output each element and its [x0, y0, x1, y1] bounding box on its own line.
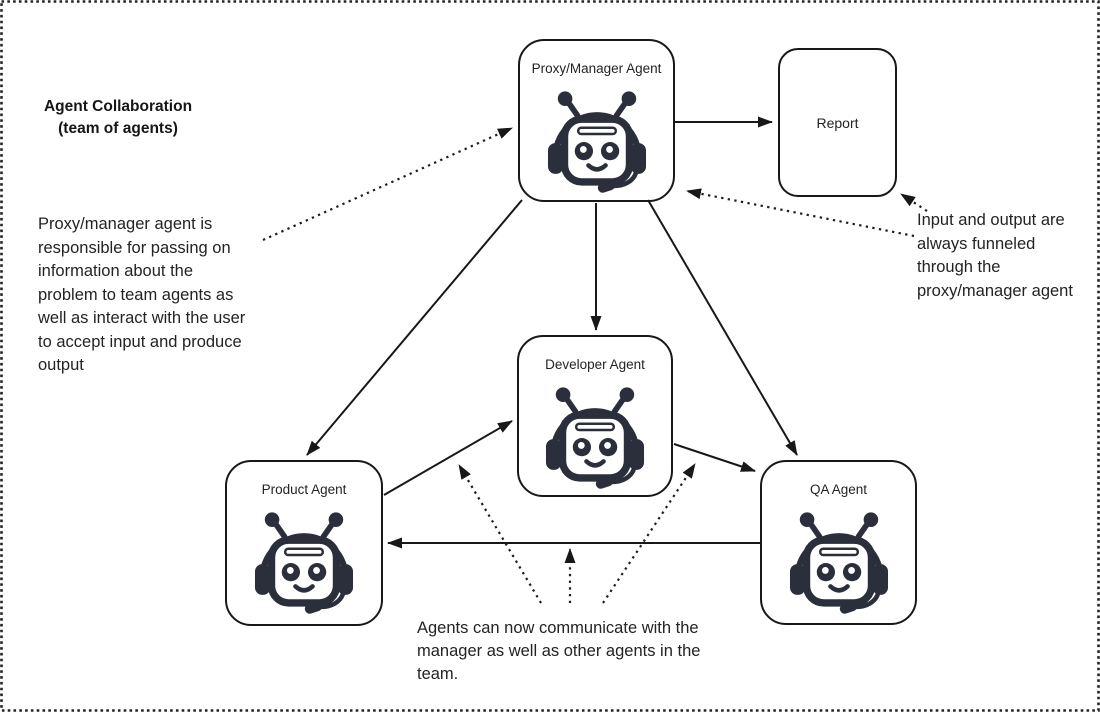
note-line: Agents can now communicate with the — [417, 619, 699, 637]
robot-headset-icon — [538, 381, 652, 495]
proxy-responsibility-note — [38, 213, 245, 378]
edge-left-note-to-proxy — [263, 128, 512, 240]
note-line: problem to team agents as — [38, 285, 234, 304]
node-label: QA Agent — [809, 482, 868, 497]
note-line: well as interact with the user — [38, 309, 246, 327]
note-line: Input and output are — [917, 211, 1065, 229]
agents-communicate-note — [417, 617, 700, 686]
note-line: manager as well as other agents in the — [417, 642, 701, 660]
note-line: responsible for passing on — [38, 238, 231, 257]
note-line: Proxy/manager agent is — [38, 215, 213, 233]
node-label: Product Agent — [261, 482, 347, 497]
diagram-title — [22, 96, 214, 140]
node-proxy-manager-agent — [518, 39, 675, 202]
node-report — [778, 48, 897, 197]
node-label: Report — [816, 114, 859, 131]
edge-right-note-to-proxy — [687, 191, 914, 236]
robot-headset-icon — [247, 506, 361, 620]
node-qa-agent — [760, 460, 917, 625]
edge-developer-to-qa — [674, 444, 755, 471]
note-line: output — [38, 356, 84, 374]
note-line: team. — [417, 665, 459, 683]
node-label: Developer Agent — [545, 357, 645, 372]
node-developer-agent — [517, 335, 673, 497]
note-line: proxy/manager agent — [917, 281, 1073, 300]
note-line: to accept input and produce — [38, 332, 242, 351]
edge-product-to-developer — [384, 421, 512, 495]
input-output-note — [917, 209, 1073, 303]
diagram-title-line1: Agent Collaboration — [43, 98, 193, 115]
robot-headset-icon — [540, 85, 654, 199]
diagram-title-line2: (team of agents) — [58, 120, 178, 137]
note-line: through the — [917, 258, 1001, 276]
robot-headset-icon — [782, 506, 896, 620]
edge-proxy-to-product — [307, 200, 522, 455]
node-product-agent — [225, 460, 383, 626]
note-line: information about the — [38, 262, 194, 280]
note-line: always funneled — [917, 234, 1036, 253]
node-label: Proxy/Manager Agent — [531, 61, 662, 76]
